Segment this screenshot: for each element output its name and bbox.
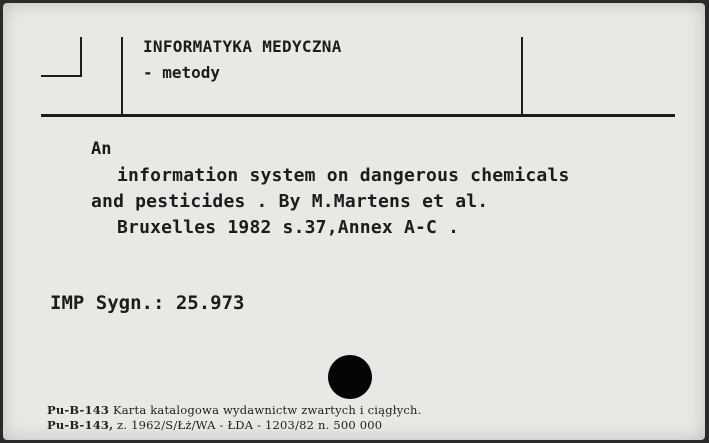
header-divider-right bbox=[521, 37, 523, 115]
footer-line-2 bbox=[47, 418, 382, 432]
entry-author-line: and pesticides . By M.Martens et al. bbox=[91, 191, 489, 212]
punch-hole bbox=[328, 355, 372, 399]
catalog-card bbox=[3, 3, 705, 440]
entry-lead: An bbox=[91, 139, 112, 159]
footer-form-title: Karta katalogowa wydawnictw zwartych i ciągłych. bbox=[112, 403, 422, 417]
subject-heading: INFORMATYKA MEDYCZNA bbox=[143, 37, 342, 56]
footer-form-code: Pu-B-143 bbox=[47, 403, 110, 417]
corner-mark-horizontal bbox=[41, 75, 82, 77]
header-divider-left bbox=[121, 37, 123, 115]
corner-mark-vertical bbox=[80, 37, 82, 77]
entry-imprint-line: Bruxelles 1982 s.37,Annex A-C . bbox=[117, 217, 460, 238]
call-number: IMP Sygn.: 25.973 bbox=[50, 292, 245, 314]
footer-print-code: Pu-B-143, bbox=[47, 418, 114, 432]
entry-title-line: information system on dangerous chemicals bbox=[117, 165, 570, 186]
footer-print-details: z. 1962/S/Łż/WA - ŁDA - 1203/82 n. 500 000 bbox=[117, 418, 383, 432]
header-rule bbox=[41, 114, 675, 117]
subject-subheading: - metody bbox=[143, 63, 221, 82]
footer-line-1 bbox=[47, 403, 422, 417]
